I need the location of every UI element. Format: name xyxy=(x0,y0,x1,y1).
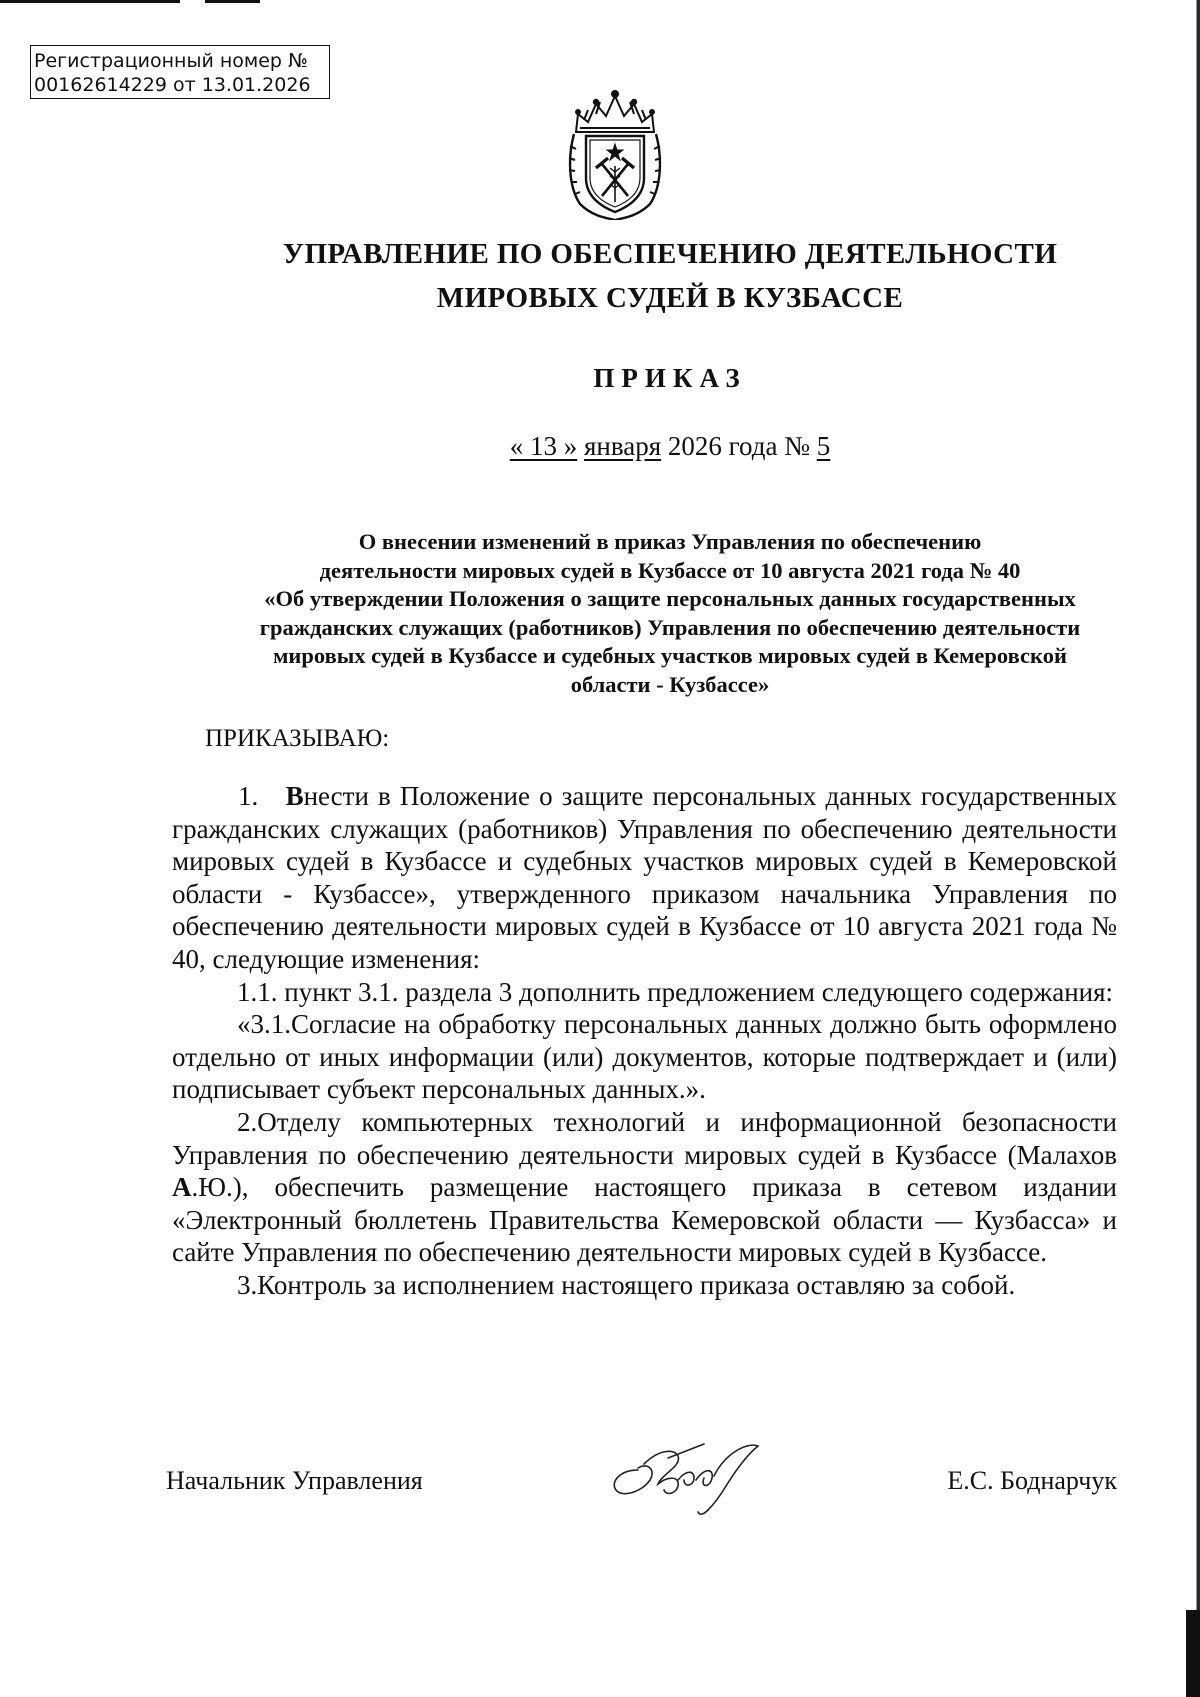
document-body xyxy=(172,780,1117,1302)
document-subject xyxy=(170,528,1170,699)
scan-mark-top-left xyxy=(0,0,180,3)
organization-title-line-1: УПРАВЛЕНИЕ ПО ОБЕСПЕЧЕНИЮ ДЕЯТЕЛЬНОСТИ xyxy=(282,238,1058,270)
document-number: 5 xyxy=(816,431,831,461)
subject-line: «Об утверждении Положения о защите персональных данных государственных xyxy=(264,586,1076,611)
subject-line: гражданских служащих (работников) Управления по обеспечению деятельности xyxy=(259,614,1081,640)
registration-line-1: Регистрационный номер № xyxy=(34,50,308,72)
scan-mark-top-mid xyxy=(205,0,260,3)
scan-edge-right-dark xyxy=(1186,1610,1200,1697)
date-day: « 13 » xyxy=(509,431,578,461)
number-sign: № xyxy=(784,431,811,461)
signatory-position: Начальник Управления xyxy=(166,1466,423,1495)
handwritten-signature xyxy=(608,1440,763,1520)
paragraph-2-before: 2.Отделу компьютерных технологий и информационной безопасности Управления по обеспечению деятельности мировых судей в Кузбассе (Малахов xyxy=(172,1106,1117,1170)
scan-edge-right xyxy=(1194,0,1200,1697)
paragraph-1-text: нести в Положение о защите персональных данных государственных гражданских служащих (работников) Управления по обеспечению деятельности мировых судей в Кузбассе и судебных участков мировых судей в Кемеровской области - Кузбассе», утвержденного приказом начальника Управления по обеспечению деятельности мировых судей в Кузбассе от 10 августа 2021 года № 40, следующие изменения: xyxy=(172,781,1118,974)
document-type: ПРИКАЗ xyxy=(593,363,747,393)
organization-title xyxy=(250,232,1090,320)
paragraph-1 xyxy=(172,780,1117,976)
date-year: 2026 года xyxy=(667,431,778,461)
paragraph-1-1: 1.1. пункт 3.1. раздела 3 дополнить предложением следующего содержания: xyxy=(237,976,1114,1007)
paragraph-3: 3.Контроль за исполнением настоящего приказа оставляю за собой. xyxy=(237,1269,1016,1300)
paragraph-2-after: .Ю.), обеспечить размещение настоящего приказа в сетевом издании «Электронный бюллетень Правительства Кемеровской области — Кузбасса» и сайте Управления по обеспечению деятельности мировых судей в Кузбассе. xyxy=(172,1172,1117,1268)
date-month: января xyxy=(583,431,662,461)
subject-line: О внесении изменений в приказ Управления по обеспечению xyxy=(358,529,982,554)
order-word: ПРИКАЗЫВАЮ: xyxy=(205,725,390,752)
paragraph-1-1-quote: «3.1.Согласие на обработку персональных данных должно быть оформлено отдельно от иных информации (или) документов, которые подтверждает и (или) подписывает субъект персональных данных.». xyxy=(172,1009,1117,1105)
paragraph-2 xyxy=(172,1106,1117,1269)
subject-line: деятельности мировых судей в Кузбассе от 10 августа 2021 года № 40 xyxy=(319,557,1021,583)
organization-title-line-2: МИРОВЫХ СУДЕЙ В КУЗБАССЕ xyxy=(436,282,904,314)
paragraph-1-bold-letter: В xyxy=(285,781,304,811)
paragraph-2-bold-letter: А xyxy=(172,1172,192,1203)
signatory-name: Е.С. Боднарчук xyxy=(947,1466,1117,1495)
registration-line-2: 00162614229 от 13.01.2026 xyxy=(34,74,311,96)
registration-box xyxy=(30,45,330,99)
document-date-line xyxy=(250,431,1090,462)
kuzbass-coat-of-arms-icon xyxy=(566,86,664,220)
subject-line: области - Кузбассе» xyxy=(570,671,770,697)
paragraph-1-number: 1. xyxy=(238,781,259,811)
subject-line: мировых судей в Кузбассе и судебных участков мировых судей в Кемеровской xyxy=(273,643,1067,668)
